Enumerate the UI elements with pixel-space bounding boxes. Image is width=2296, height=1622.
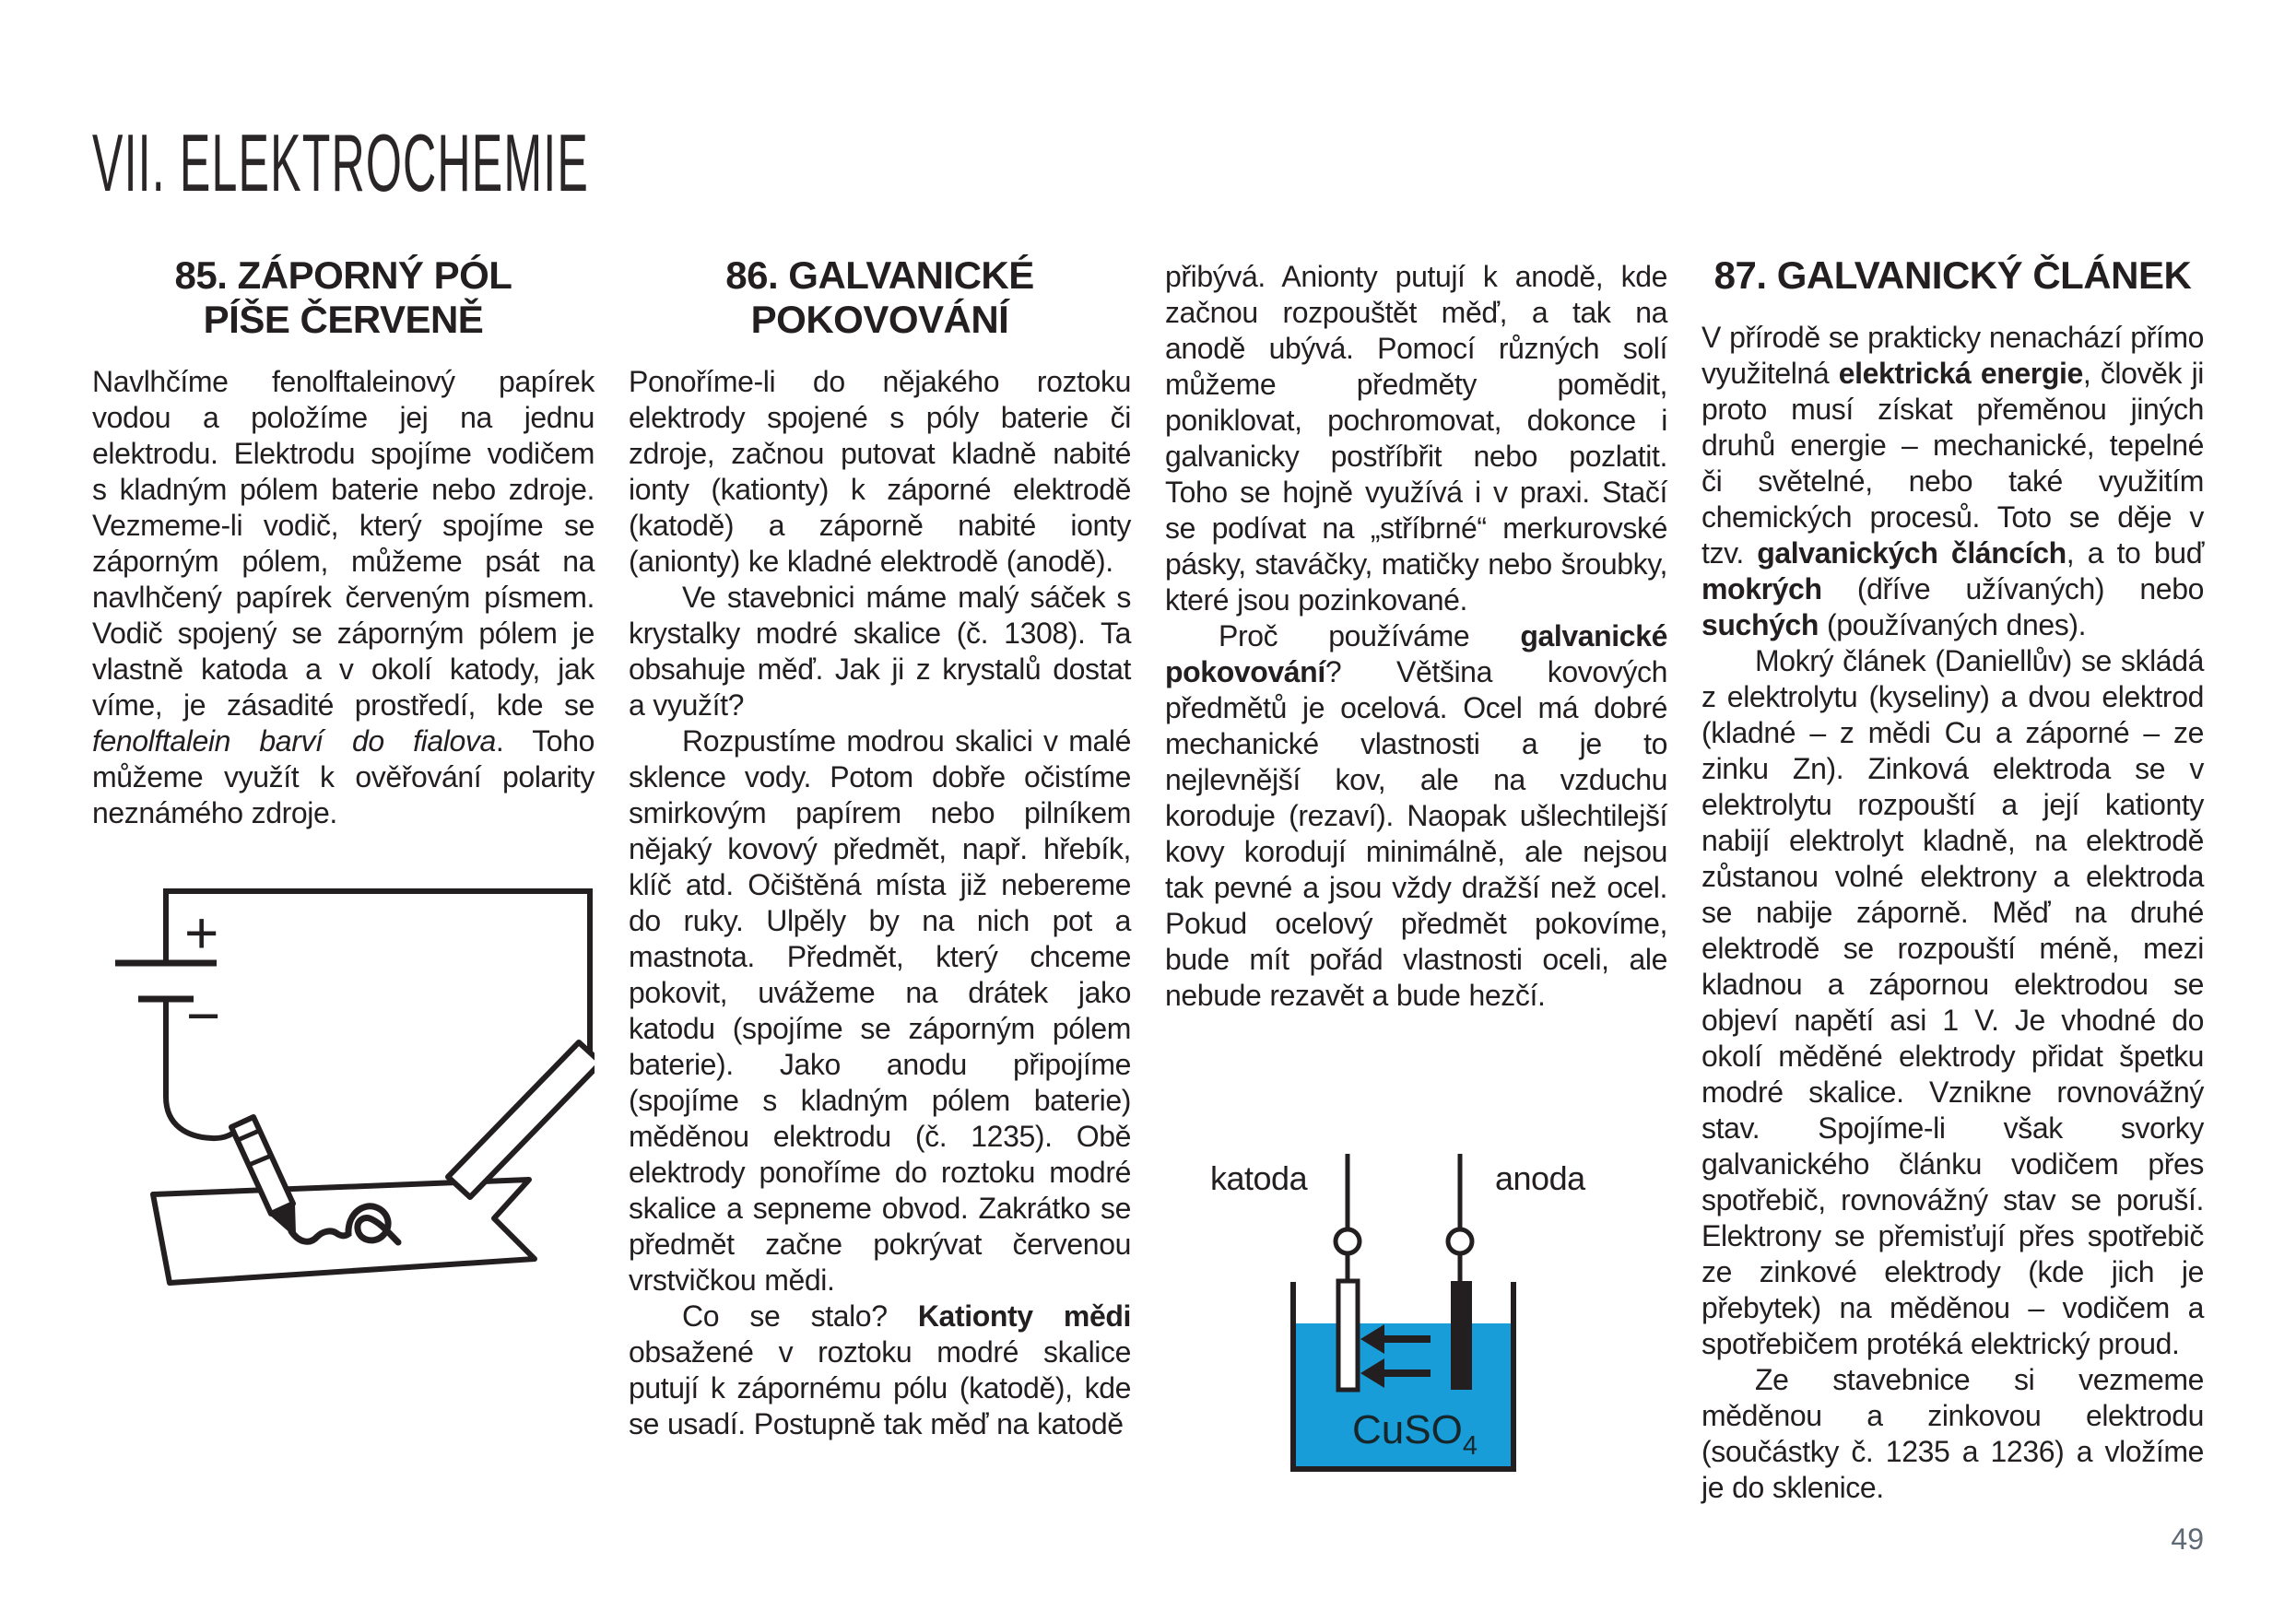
chapter-title: VII. ELEKTROCHEMIE [92, 117, 589, 208]
section-85-body [92, 364, 595, 831]
cathode-electrode [1338, 1281, 1358, 1390]
anode-electrode [1451, 1281, 1472, 1390]
page-number: 49 [2171, 1522, 2204, 1556]
section-86-heading-line2: POKOVOVÁNÍ [750, 298, 1009, 341]
paragraph: Mokrý článek (Daniellův) se skládá z elektrolytu (kyseliny) a dvou elektrod (kladné – z mědi Cu a záporné – ze zinku Zn). Zinková elektroda se v elektrolytu rozpouští a její kationty nabijí elektrolyt kladně, na elektrodě zůstanou volné elektrony a elektroda se nabije záporně. Měď na druhé elektrodě se rozpouští méně, mezi kladnou a zápornou elektrodou se objeví napětí asi 1 V. Je vhodné do okolí měděné elektrody přidat špetku modré skalice. Vznikne rovnovážný stav. Spojíme-li však svorky galvanického článku vodičem přes spotřebič, rovnovážný stav se poruší. Elektrony se přemisťují přes spotřebič ze zinkové elektrody (kde jich je přebytek) na měděnou – vodičem a spotřebičem protéká elektrický proud. [1701, 644, 2204, 1360]
section-87 [1701, 253, 2204, 1506]
cathode-hook-icon [1336, 1229, 1360, 1253]
positive-wire [166, 891, 590, 1052]
minus-sign: − [186, 982, 221, 1049]
section-85 [92, 253, 595, 831]
paragraph: V přírodě se prakticky nenachází přímo využitelná elektrická energie, člověk ji proto musí získat přeměnou jiných druhů energie – mechanické, tepelné či světelné, nebo také využitím chemických procesů. Toto se děje v tzv. galvanických článcích, a to buď mokrých (dříve užívaných) nebo suchých (používaných dnes). [1701, 321, 2204, 641]
section-85-heading-line2: PÍŠE ČERVENĚ [203, 298, 484, 341]
paragraph: přibývá. Anionty putují k anodě, kde začnou rozpouštět měď, a tak na anodě ubývá. Pomocí různých solí můžeme předměty pomědit, poniklovat, pochromovat, dokonce i galvanicky postříbřit nebo pozlatit. Toho se hojně využívá i v praxi. Stačí se podívat na „stříbrné“ merkurovské pásky, staváčky, matičky nebo šroubky, které jsou pozinkované. [1165, 260, 1667, 617]
section-87-heading: 87. GALVANICKÝ ČLÁNEK [1713, 253, 2192, 297]
paragraph: Navlhčíme fenolftaleinový papírek vodou a položíme jej na jednu elektrodu. Elektrodu spojíme vodičem s kladným pólem baterie nebo zdroje. Vezmeme-li vodič, který spojíme se záporným pólem, můžeme psát na navlhčený papírek červeným písmem. Vodič spojený se záporným pólem je vlastně katoda a v okolí katody, jak víme, je zásadité prostředí, kde se fenolftalein barví do fialova. Toho můžeme využít k ověřování polarity neznámého zdroje. [92, 365, 595, 829]
anode-hook-icon [1448, 1229, 1472, 1253]
paragraph: Ze stavebnice si vezmeme měděnou a zinkovou elektrodu (součástky č. 1235 a 1236) a vložíme je do sklenice. [1701, 1363, 2204, 1504]
solution-formula: CuSO$_4$ [1352, 1407, 1478, 1461]
paragraph: Ponoříme-li do nějakého roztoku elektrody spojené s póly baterie či zdroje, začnou putovat kladně nabité ionty (kationty) k záporné elektrodě (katodě) a záporně nabité ionty (anionty) ke kladné elektrodě (anodě). [629, 365, 1131, 578]
electrolysis-writing-figure [92, 876, 595, 1309]
paper-strip [153, 1180, 535, 1283]
paragraph: Proč používáme galvanické pokovování? Většina kovových předmětů je ocelová. Ocel má dobré mechanické vlastnosti a je to nejlevnější kov, ale na vzduchu koroduje (rezaví). Naopak ušlechtilejší kovy korodují minimálně, ale nejsou tak pevné a jsou vždy dražší než ocel. Pokud ocelový předmět pokovíme, bude mít pořád vlastnosti oceli, ale nebude rezavět a bude hezčí. [1165, 619, 1667, 1012]
section-87-body [1701, 320, 2204, 1506]
paragraph: Rozpustíme modrou skalici v malé sklence vody. Potom dobře očistíme smirkovým papírem nebo pilníkem nějaký kovový předmět, např. hřebík, klíč atd. Očištěná místa již nebereme do ruky. Ulpěly by na nich pot a mastnota. Předmět, který chceme pokovit, uvážeme na drátek jako katodu (spojíme se záporným pólem baterie). Jako anodu připojíme (spojíme s kladným pólem baterie) měděnou elektrodu (č. 1235). Obě elektrody ponoříme do roztoku modré skalice a sepneme obvod. Zakrátko se předmět začne pokrývat červenou vrstvičkou mědi. [629, 724, 1131, 1297]
solution-formula-subscript: 4 [1462, 1431, 1478, 1461]
section-86-continued [1165, 253, 1667, 1014]
section-85-heading-line1: 85. ZÁPORNÝ PÓL [174, 253, 512, 297]
section-86 [629, 253, 1131, 1442]
paragraph: Co se stalo? Kationty mědi obsažené v roztoku modré skalice putují k zápornému pólu (katodě), kde se usadí. Postupně tak měď na katodě [629, 1299, 1131, 1440]
plus-sign: + [184, 899, 219, 966]
cathode-label: katoda [1210, 1159, 1308, 1197]
plate-electrode-icon [448, 1042, 595, 1197]
section-86-body [629, 364, 1131, 1442]
section-86-continued-body [1165, 259, 1667, 1014]
section-86-heading-line1: 86. GALVANICKÉ [725, 253, 1034, 297]
anode-label: anoda [1495, 1159, 1585, 1197]
paragraph: Ve stavebnici máme malý sáček s krystalky modré skalice (č. 1308). Ta obsahuje měď. Jak ji z krystalů dostat a využít? [629, 581, 1131, 722]
